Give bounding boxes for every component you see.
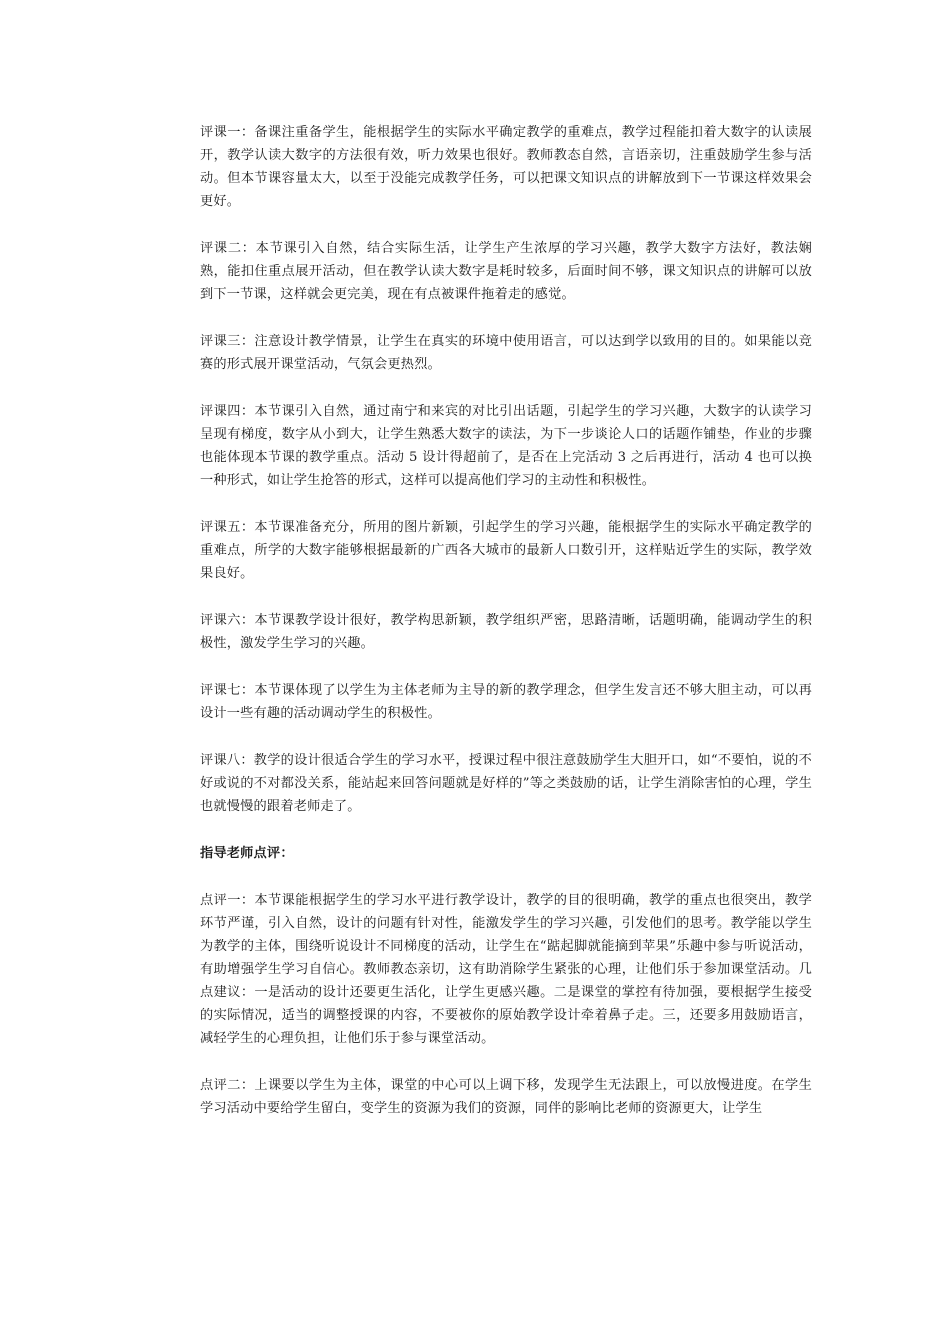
- review-paragraph-6: 评课六：本节课教学设计很好，教学构思新颖，教学组织严密，思路清晰，话题明确，能调动学生的积极性，激发学生学习的兴趣。: [200, 613, 812, 651]
- review-paragraph-7: 评课七：本节课体现了以学生为主体老师为主导的新的教学理念，但学生发言还不够大胆主动，可以再设计一些有趣的活动调动学生的积极性。: [200, 683, 812, 721]
- review-paragraph-1: 评课一：备课注重备学生，能根据学生的实际水平确定教学的重难点，教学过程能扣着大数字的认读展开，教学认读大数字的方法很有效，听力效果也很好。教师教态自然，言语亲切，注重鼓励学生参与活动。但本节课容量太大，以至于没能完成教学任务，可以把课文知识点的讲解放到下一节课这样效果会更好。: [200, 125, 812, 209]
- review-paragraph-3: 评课三：注意设计教学情景，让学生在真实的环境中使用语言，可以达到学以致用的目的。如果能以竞赛的形式展开课堂活动，气氛会更热烈。: [200, 334, 812, 372]
- review-paragraph-4: 评课四：本节课引入自然，通过南宁和来宾的对比引出话题，引起学生的学习兴趣，大数字的认读学习呈现有梯度，数字从小到大，让学生熟悉大数字的读法，为下一步谈论人口的话题作铺垫，作业的步骤也能体现本节课的教学重点。活动 5 设计得超前了，是否在上完活动 3 之后再进行，活动 4 也可以换一种形式，如让学生抢答的形式，这样可以提高他们学习的主动性和积极性。: [200, 404, 812, 488]
- mentor-heading: 指导老师点评：: [200, 846, 294, 861]
- document-body: [200, 121, 812, 1144]
- review-paragraph-2: 评课二：本节课引入自然，结合实际生活，让学生产生浓厚的学习兴趣，教学大数字方法好，教法娴熟，能扣住重点展开活动，但在教学认读大数字是耗时较多，后面时间不够，课文知识点的讲解可以放到下一节课，这样就会更完美，现在有点被课件拖着走的感觉。: [200, 241, 812, 302]
- mentor-comment-2: 点评二：上课要以学生为主体，课堂的中心可以上调下移，发现学生无法跟上，可以放慢进度。在学生学习活动中要给学生留白，变学生的资源为我们的资源，同伴的影响比老师的资源更大，让学生: [200, 1078, 812, 1116]
- mentor-comment-1: 点评一：本节课能根据学生的学习水平进行教学设计，教学的目的很明确，教学的重点也很突出，教学环节严谨，引入自然，设计的问题有针对性，能激发学生的学习兴趣，引发他们的思考。教学能以学生为教学的主体，围绕听说设计不同梯度的活动，让学生在“踮起脚就能摘到苹果”乐趣中参与听说活动，有助增强学生学习自信心。教师教态亲切，这有助消除学生紧张的心理，让他们乐于参加课堂活动。几点建议：一是活动的设计还要更生活化，让学生更感兴趣。二是课堂的掌控有待加强，要根据学生接受的实际情况，适当的调整授课的内容，不要被你的原始教学设计牵着鼻子走。三，还要多用鼓励语言，减轻学生的心理负担，让他们乐于参与课堂活动。: [200, 893, 812, 1046]
- review-paragraph-8: 评课八：教学的设计很适合学生的学习水平，授课过程中很注意鼓励学生大胆开口，如“不要怕，说的不好或说的不对都没关系，能站起来回答问题就是好样的”等之类鼓励的话，让学生消除害怕的心理，学生也就慢慢的跟着老师走了。: [200, 753, 812, 814]
- review-paragraph-5: 评课五：本节课准备充分，所用的图片新颖，引起学生的学习兴趣，能根据学生的实际水平确定教学的重难点，所学的大数字能够根据最新的广西各大城市的最新人口数引开，这样贴近学生的实际，教学效果良好。: [200, 520, 812, 581]
